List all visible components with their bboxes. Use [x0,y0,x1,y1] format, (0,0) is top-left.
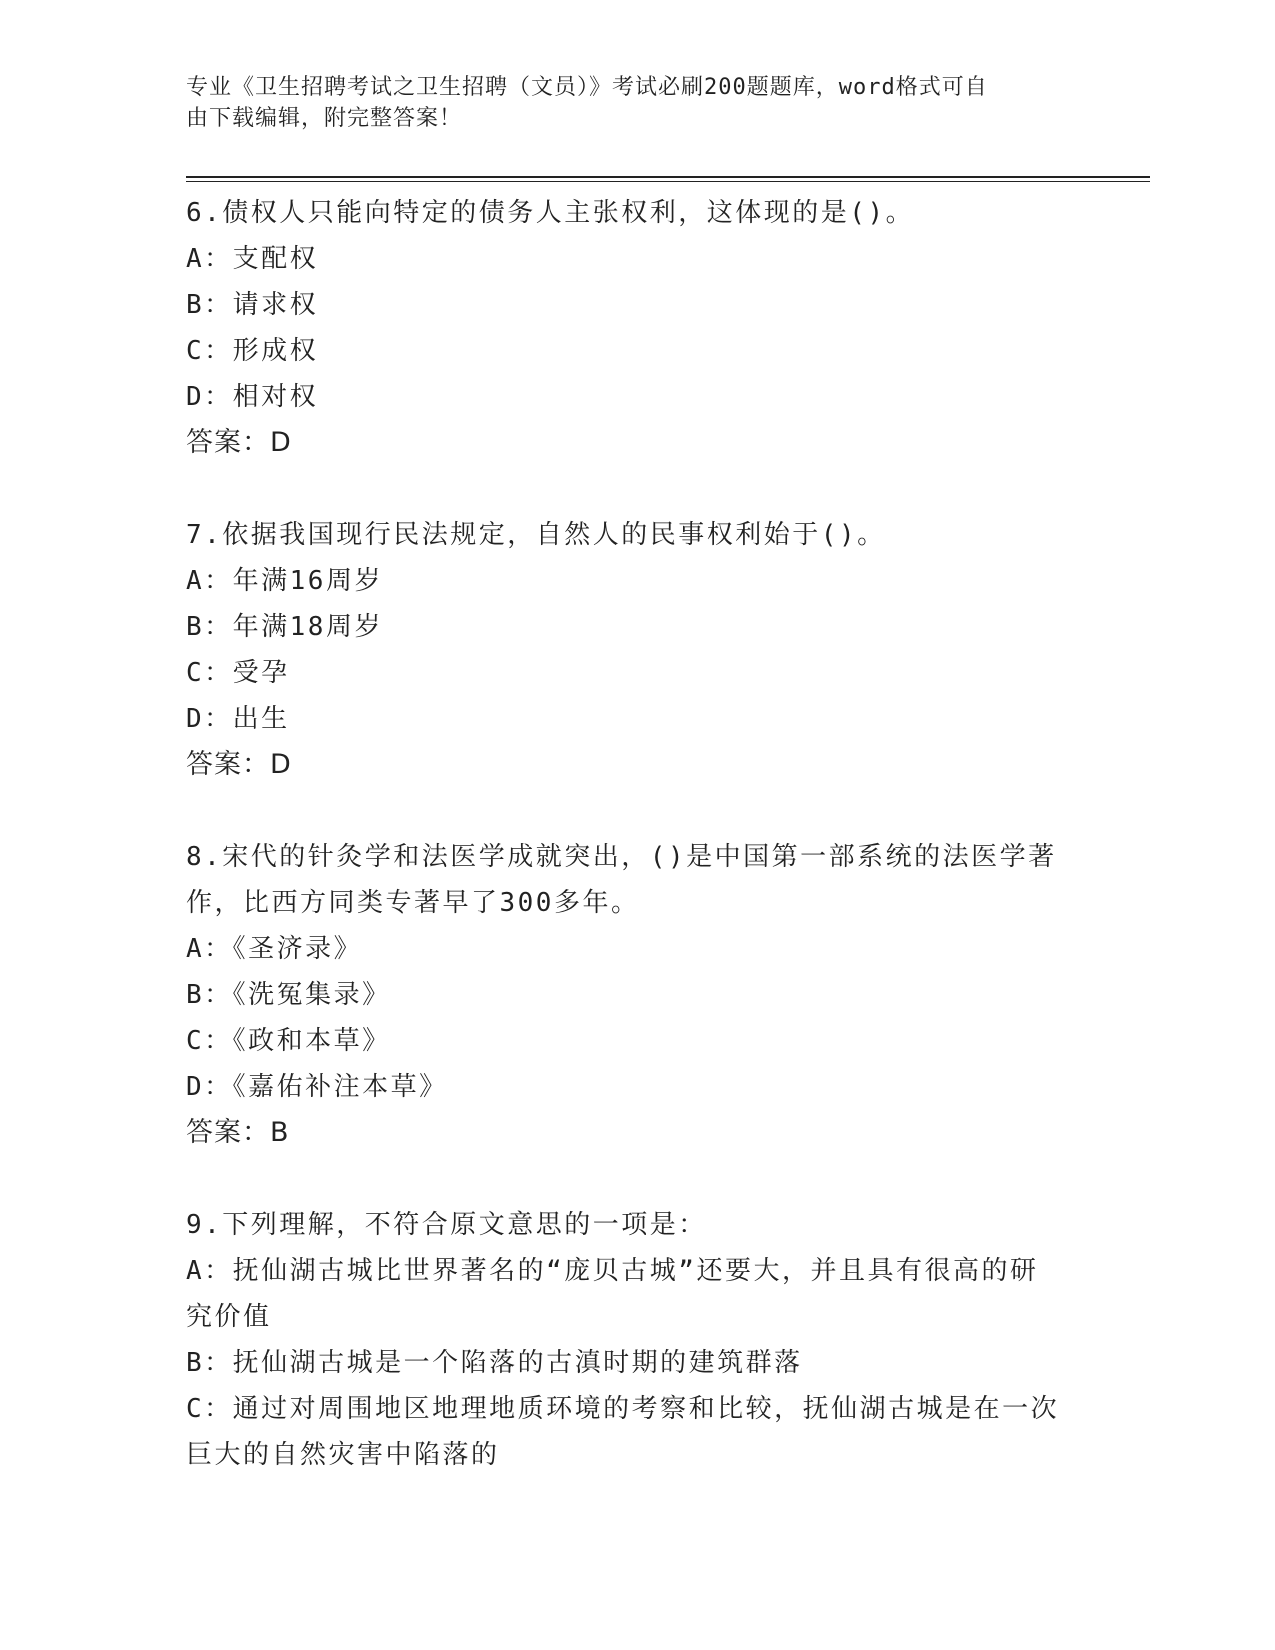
question-text-line-2: 作，比西方同类专著早了300多年。 [186,888,640,918]
header-divider-thin [186,181,1150,182]
option-a-line-1: A：抚仙湖古城比世界著名的“庞贝古城”还要大，并且具有很高的研 [186,1256,1039,1286]
question-6 [186,190,1086,466]
question-text-line-1: 8.宋代的针灸学和法医学成就突出，()是中国第一部系统的法医学著 [186,842,1057,872]
option-d: D：《嘉佑补注本草》 [186,1072,448,1102]
answer-line: 答案：D [186,749,292,780]
answer-line: 答案：D [186,427,292,458]
option-d: D：相对权 [186,382,319,412]
option-c: C：受孕 [186,658,290,688]
header-divider [186,176,1150,178]
option-c: C：《政和本草》 [186,1026,391,1056]
option-a: A：支配权 [186,244,319,274]
document-header [186,72,1066,134]
option-c: C：形成权 [186,336,319,366]
option-c-line-1: C：通过对周围地区地理地质环境的考察和比较，抚仙湖古城是在一次 [186,1394,1060,1424]
option-b: B：请求权 [186,290,319,320]
question-9 [186,1202,1086,1478]
question-7 [186,512,1086,788]
answer-line: 答案：B [186,1117,290,1148]
option-b: B：抚仙湖古城是一个陷落的古滇时期的建筑群落 [186,1348,803,1378]
option-a: A：年满16周岁 [186,566,383,596]
option-a-line-2: 究价值 [186,1302,272,1332]
question-text: 7.依据我国现行民法规定，自然人的民事权利始于()。 [186,520,886,550]
option-c-line-2: 巨大的自然灾害中陷落的 [186,1440,500,1470]
question-text: 9.下列理解，不符合原文意思的一项是： [186,1210,707,1240]
option-b: B：《洗冤集录》 [186,980,391,1010]
option-d: D：出生 [186,704,290,734]
question-text: 6.债权人只能向特定的债务人主张权利，这体现的是()。 [186,198,915,228]
option-a: A：《圣济录》 [186,934,363,964]
option-b: B：年满18周岁 [186,612,383,642]
question-list [186,190,1086,1478]
header-line-2: 由下载编辑，附完整答案！ [186,106,463,131]
header-line-1: 专业《卫生招聘考试之卫生招聘（文员）》考试必刷200题题库，word格式可自 [186,75,988,100]
question-8 [186,834,1086,1156]
